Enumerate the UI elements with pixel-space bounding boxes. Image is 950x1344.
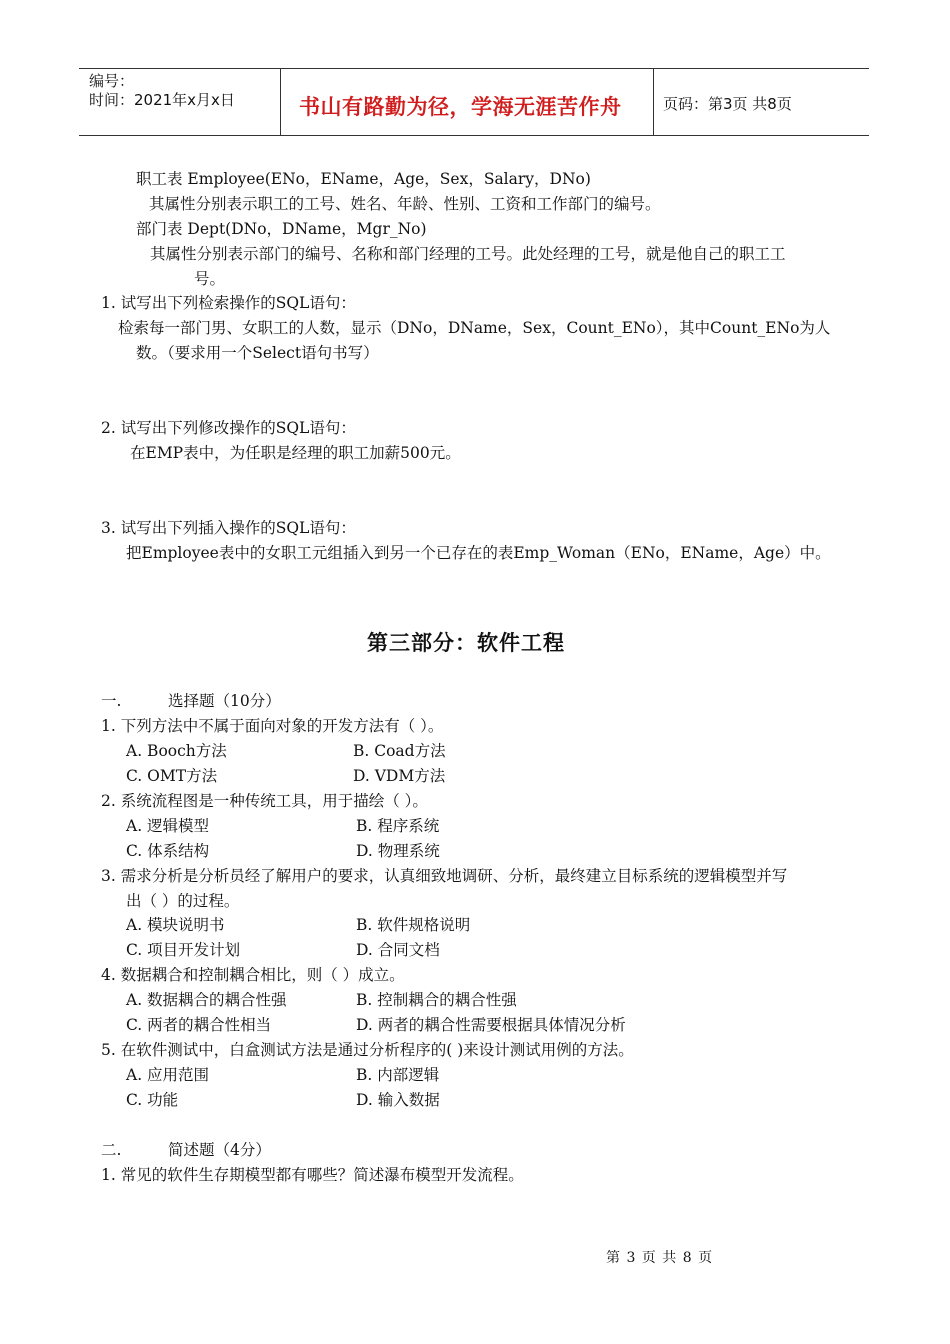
mc-q3-option-d: D. 合同文档 [356, 941, 440, 959]
header-divider-left [280, 68, 281, 136]
header-motto: 书山有路勤为径，学海无涯苦作舟 [299, 94, 622, 119]
part3-title: 第三部分：软件工程 [367, 631, 565, 655]
mc-q3-option-b: B. 软件规格说明 [356, 916, 471, 934]
header-number-label: 编号： [89, 72, 135, 90]
mc-q4-option-a: A. 数据耦合的耦合性强 [126, 991, 287, 1009]
sql-question-3-line1: 把Employee表中的女职工元组插入到另一个已存在的表Emp_Woman（ENo，EName，Age）中。 [126, 544, 831, 562]
mc-q5-option-b: B. 内部逻辑 [356, 1066, 440, 1084]
employee-table-desc: 其属性分别表示职工的工号、姓名、年龄、性别、工资和工作部门的编号。 [149, 195, 661, 213]
dept-table-desc-1: 其属性分别表示部门的编号、名称和部门经理的工号。此处经理的工号，就是他自己的职工工 [150, 245, 786, 263]
mc-question-4: 4. 数据耦合和控制耦合相比，则（ ）成立。 [101, 966, 405, 984]
short-question-1: 1. 常见的软件生存期模型都有哪些？简述瀑布模型开发流程。 [101, 1166, 524, 1184]
sql-question-2-line1: 在EMP表中，为任职是经理的职工加薪500元。 [130, 444, 461, 462]
sql-question-3-title: 3. 试写出下列插入操作的SQL语句： [101, 519, 356, 537]
page-footer: 第 3 页 共 8 页 [606, 1250, 714, 1266]
mc-q2-option-a: A. 逻辑模型 [126, 817, 210, 835]
sql-question-1-line2: 数。（要求用一个Select语句书写） [136, 344, 379, 362]
mc-q4-option-c: C. 两者的耦合性相当 [126, 1016, 272, 1034]
sql-question-1-line1: 检索每一部门男、女职工的人数，显示（DNo，DName，Sex，Count_ENo），其中Count_ENo为人 [118, 319, 831, 337]
mc-question-2: 2. 系统流程图是一种传统工具，用于描绘（ ）。 [101, 792, 428, 810]
mc-q5-option-d: D. 输入数据 [356, 1091, 440, 1109]
section2-number: 二. [101, 1141, 122, 1159]
section1-number: 一. [101, 692, 122, 710]
dept-table-def: 部门表 Dept(DNo，DName，Mgr_No) [136, 220, 427, 238]
header-divider-right [653, 68, 654, 136]
header-page-label: 页码：第3页 共8页 [663, 95, 792, 113]
mc-q1-option-a: A. Booch方法 [126, 742, 227, 760]
mc-question-3: 3. 需求分析是分析员经了解用户的要求，认真细致地调研、分析，最终建立目标系统的逻辑模型并写 [101, 867, 788, 885]
header-top-rule [79, 68, 869, 69]
section2-label: 简述题（4分） [168, 1141, 271, 1159]
mc-q4-option-b: B. 控制耦合的耦合性强 [356, 991, 517, 1009]
mc-q3-option-c: C. 项目开发计划 [126, 941, 241, 959]
mc-question-3-cont: 出（ ）的过程。 [126, 892, 240, 910]
mc-q1-option-b: B. Coad方法 [353, 742, 446, 760]
mc-q2-option-d: D. 物理系统 [356, 842, 440, 860]
mc-q4-option-d: D. 两者的耦合性需要根据具体情况分析 [356, 1016, 626, 1034]
mc-q3-option-a: A. 模块说明书 [126, 916, 225, 934]
mc-q1-option-d: D. VDM方法 [353, 767, 446, 785]
header-bottom-rule [79, 135, 869, 136]
mc-q2-option-b: B. 程序系统 [356, 817, 440, 835]
mc-question-5: 5. 在软件测试中，白盒测试方法是通过分析程序的( )来设计测试用例的方法。 [101, 1041, 634, 1059]
dept-table-desc-2: 号。 [194, 270, 226, 288]
employee-table-def: 职工表 Employee(ENo，EName，Age，Sex，Salary，DNo) [136, 170, 591, 188]
mc-q5-option-c: C. 功能 [126, 1091, 179, 1109]
header-time-label: 时间：2021年x月x日 [89, 91, 235, 109]
mc-q5-option-a: A. 应用范围 [126, 1066, 210, 1084]
mc-q2-option-c: C. 体系结构 [126, 842, 210, 860]
mc-question-1: 1. 下列方法中不属于面向对象的开发方法有（ ）。 [101, 717, 444, 735]
sql-question-2-title: 2. 试写出下列修改操作的SQL语句： [101, 419, 356, 437]
sql-question-1-title: 1. 试写出下列检索操作的SQL语句： [101, 294, 356, 312]
section1-label: 选择题（10分） [168, 692, 281, 710]
mc-q1-option-c: C. OMT方法 [126, 767, 218, 785]
